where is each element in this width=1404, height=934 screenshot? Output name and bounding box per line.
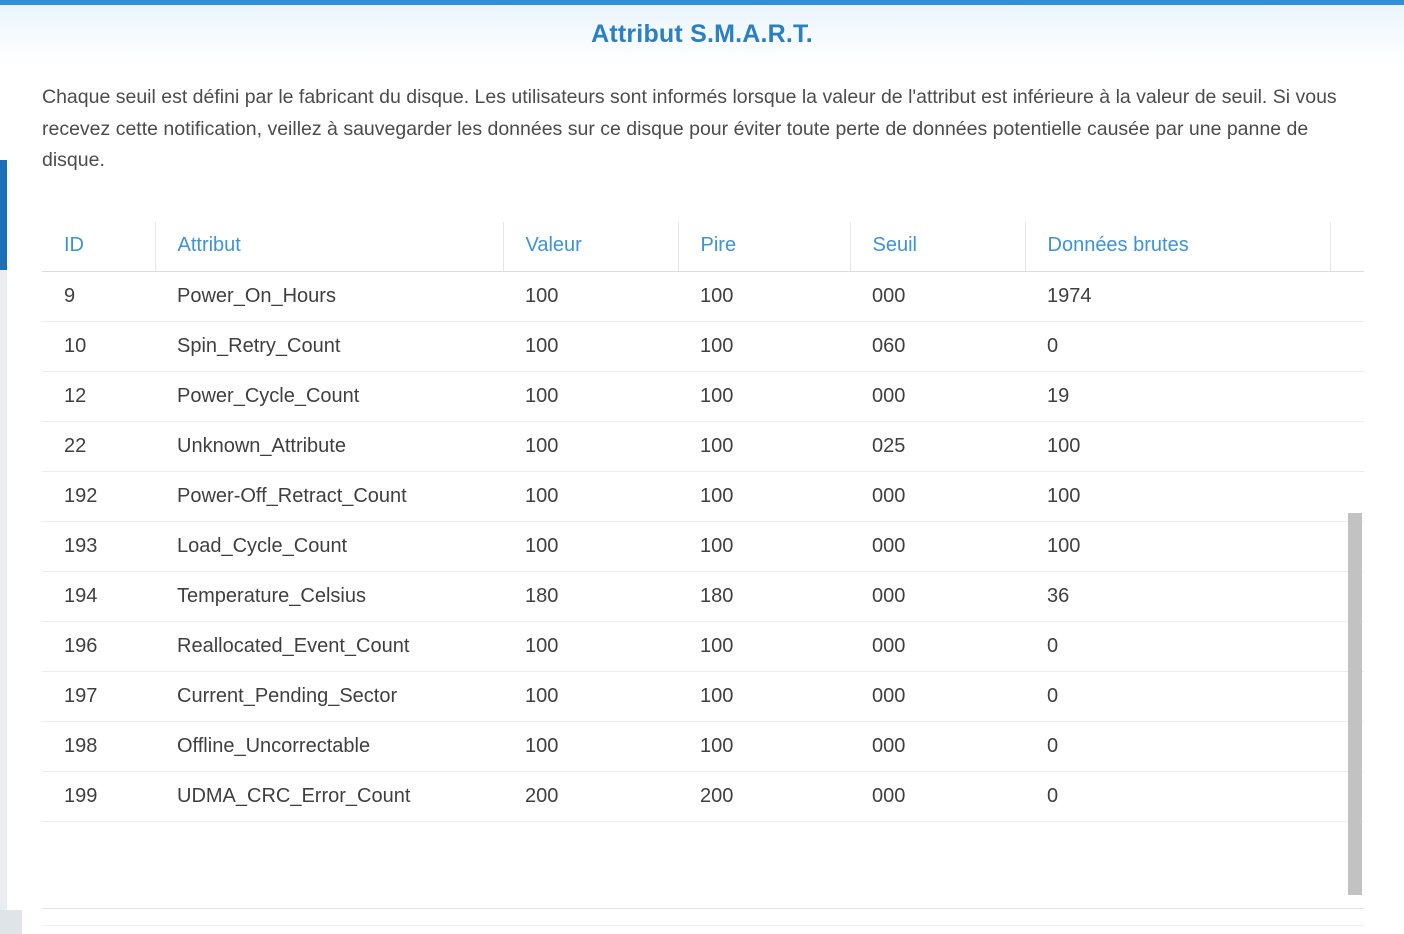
cell-id: 192 bbox=[42, 472, 155, 522]
cell-seuil: 000 bbox=[850, 372, 1025, 422]
table-footer-divider bbox=[42, 925, 1364, 926]
cell-seuil: 060 bbox=[850, 322, 1025, 372]
column-header-pire[interactable]: Pire bbox=[678, 222, 850, 272]
cell-pire: 100 bbox=[678, 622, 850, 672]
window-bottom-left-corner bbox=[0, 910, 22, 934]
cell-attribut: Temperature_Celsius bbox=[155, 572, 503, 622]
cell-donnees-brutes: 100 bbox=[1025, 472, 1330, 522]
cell-pire: 100 bbox=[678, 672, 850, 722]
cell-id: 12 bbox=[42, 372, 155, 422]
cell-valeur: 100 bbox=[503, 422, 678, 472]
cell-seuil: 000 bbox=[850, 622, 1025, 672]
cell-seuil: 000 bbox=[850, 272, 1025, 322]
smart-attributes-table bbox=[42, 222, 1364, 822]
cell-pire: 100 bbox=[678, 372, 850, 422]
cell-id: 194 bbox=[42, 572, 155, 622]
table-bottom-divider bbox=[42, 908, 1364, 909]
dialog-title: Attribut S.M.A.R.T. bbox=[591, 20, 813, 48]
cell-attribut: Offline_Uncorrectable bbox=[155, 722, 503, 772]
table-row[interactable] bbox=[42, 372, 1364, 422]
cell-valeur: 100 bbox=[503, 522, 678, 572]
cell-seuil: 000 bbox=[850, 572, 1025, 622]
cell-pire: 180 bbox=[678, 572, 850, 622]
cell-donnees-brutes: 1974 bbox=[1025, 272, 1330, 322]
cell-valeur: 180 bbox=[503, 572, 678, 622]
cell-seuil: 000 bbox=[850, 672, 1025, 722]
table-body bbox=[42, 272, 1364, 822]
cell-seuil: 000 bbox=[850, 772, 1025, 822]
table-row[interactable] bbox=[42, 472, 1364, 522]
cell-attribut: Power_On_Hours bbox=[155, 272, 503, 322]
cell-donnees-brutes: 0 bbox=[1025, 772, 1330, 822]
column-header-attribut[interactable]: Attribut bbox=[155, 222, 503, 272]
cell-extra bbox=[1330, 272, 1364, 322]
cell-extra bbox=[1330, 422, 1364, 472]
cell-attribut: Spin_Retry_Count bbox=[155, 322, 503, 372]
cell-id: 22 bbox=[42, 422, 155, 472]
table-row[interactable] bbox=[42, 672, 1364, 722]
cell-donnees-brutes: 100 bbox=[1025, 422, 1330, 472]
column-header-extra[interactable] bbox=[1330, 222, 1364, 272]
cell-id: 197 bbox=[42, 672, 155, 722]
column-header-seuil[interactable]: Seuil bbox=[850, 222, 1025, 272]
cell-attribut: Unknown_Attribute bbox=[155, 422, 503, 472]
cell-pire: 100 bbox=[678, 272, 850, 322]
table-row[interactable] bbox=[42, 572, 1364, 622]
table-row[interactable] bbox=[42, 522, 1364, 572]
table-row[interactable] bbox=[42, 272, 1364, 322]
table-row[interactable] bbox=[42, 772, 1364, 822]
cell-donnees-brutes: 0 bbox=[1025, 322, 1330, 372]
cell-seuil: 000 bbox=[850, 472, 1025, 522]
cell-donnees-brutes: 0 bbox=[1025, 722, 1330, 772]
cell-extra bbox=[1330, 372, 1364, 422]
cell-id: 9 bbox=[42, 272, 155, 322]
cell-donnees-brutes: 0 bbox=[1025, 672, 1330, 722]
cell-pire: 100 bbox=[678, 422, 850, 472]
cell-pire: 100 bbox=[678, 722, 850, 772]
cell-pire: 200 bbox=[678, 772, 850, 822]
cell-seuil: 000 bbox=[850, 522, 1025, 572]
cell-attribut: Load_Cycle_Count bbox=[155, 522, 503, 572]
cell-seuil: 025 bbox=[850, 422, 1025, 472]
window-left-edge-panel bbox=[0, 270, 7, 910]
table-header bbox=[42, 222, 1364, 272]
cell-id: 196 bbox=[42, 622, 155, 672]
cell-pire: 100 bbox=[678, 322, 850, 372]
cell-donnees-brutes: 19 bbox=[1025, 372, 1330, 422]
table-row[interactable] bbox=[42, 422, 1364, 472]
cell-valeur: 100 bbox=[503, 722, 678, 772]
cell-donnees-brutes: 0 bbox=[1025, 622, 1330, 672]
cell-attribut: Reallocated_Event_Count bbox=[155, 622, 503, 672]
cell-donnees-brutes: 36 bbox=[1025, 572, 1330, 622]
cell-donnees-brutes: 100 bbox=[1025, 522, 1330, 572]
cell-valeur: 100 bbox=[503, 672, 678, 722]
table-row[interactable] bbox=[42, 722, 1364, 772]
cell-id: 10 bbox=[42, 322, 155, 372]
table-header-row bbox=[42, 222, 1364, 272]
column-header-id[interactable]: ID bbox=[42, 222, 155, 272]
cell-id: 193 bbox=[42, 522, 155, 572]
table-row[interactable] bbox=[42, 622, 1364, 672]
cell-valeur: 200 bbox=[503, 772, 678, 822]
cell-pire: 100 bbox=[678, 522, 850, 572]
cell-id: 198 bbox=[42, 722, 155, 772]
cell-valeur: 100 bbox=[503, 322, 678, 372]
column-header-valeur[interactable]: Valeur bbox=[503, 222, 678, 272]
cell-valeur: 100 bbox=[503, 622, 678, 672]
cell-valeur: 100 bbox=[503, 472, 678, 522]
table-vertical-scrollbar[interactable] bbox=[1348, 513, 1362, 895]
cell-valeur: 100 bbox=[503, 272, 678, 322]
cell-id: 199 bbox=[42, 772, 155, 822]
smart-attributes-table-container bbox=[42, 222, 1364, 822]
cell-attribut: UDMA_CRC_Error_Count bbox=[155, 772, 503, 822]
table-row[interactable] bbox=[42, 322, 1364, 372]
cell-seuil: 000 bbox=[850, 722, 1025, 772]
cell-pire: 100 bbox=[678, 472, 850, 522]
cell-attribut: Power-Off_Retract_Count bbox=[155, 472, 503, 522]
cell-valeur: 100 bbox=[503, 372, 678, 422]
window-left-edge-accent bbox=[0, 160, 7, 270]
column-header-donnees-brutes[interactable]: Données brutes bbox=[1025, 222, 1330, 272]
cell-extra bbox=[1330, 322, 1364, 372]
cell-attribut: Power_Cycle_Count bbox=[155, 372, 503, 422]
dialog-description: Chaque seuil est défini par le fabricant du disque. Les utilisateurs sont informés lorsque la valeur de l'attribut est inférieure à la valeur de seuil. Si vous recevez cette notification, veillez à sauvegarder les données sur ce disque pour éviter toute perte de données potentielle causée par une panne de disque. bbox=[42, 86, 1337, 172]
cell-attribut: Current_Pending_Sector bbox=[155, 672, 503, 722]
